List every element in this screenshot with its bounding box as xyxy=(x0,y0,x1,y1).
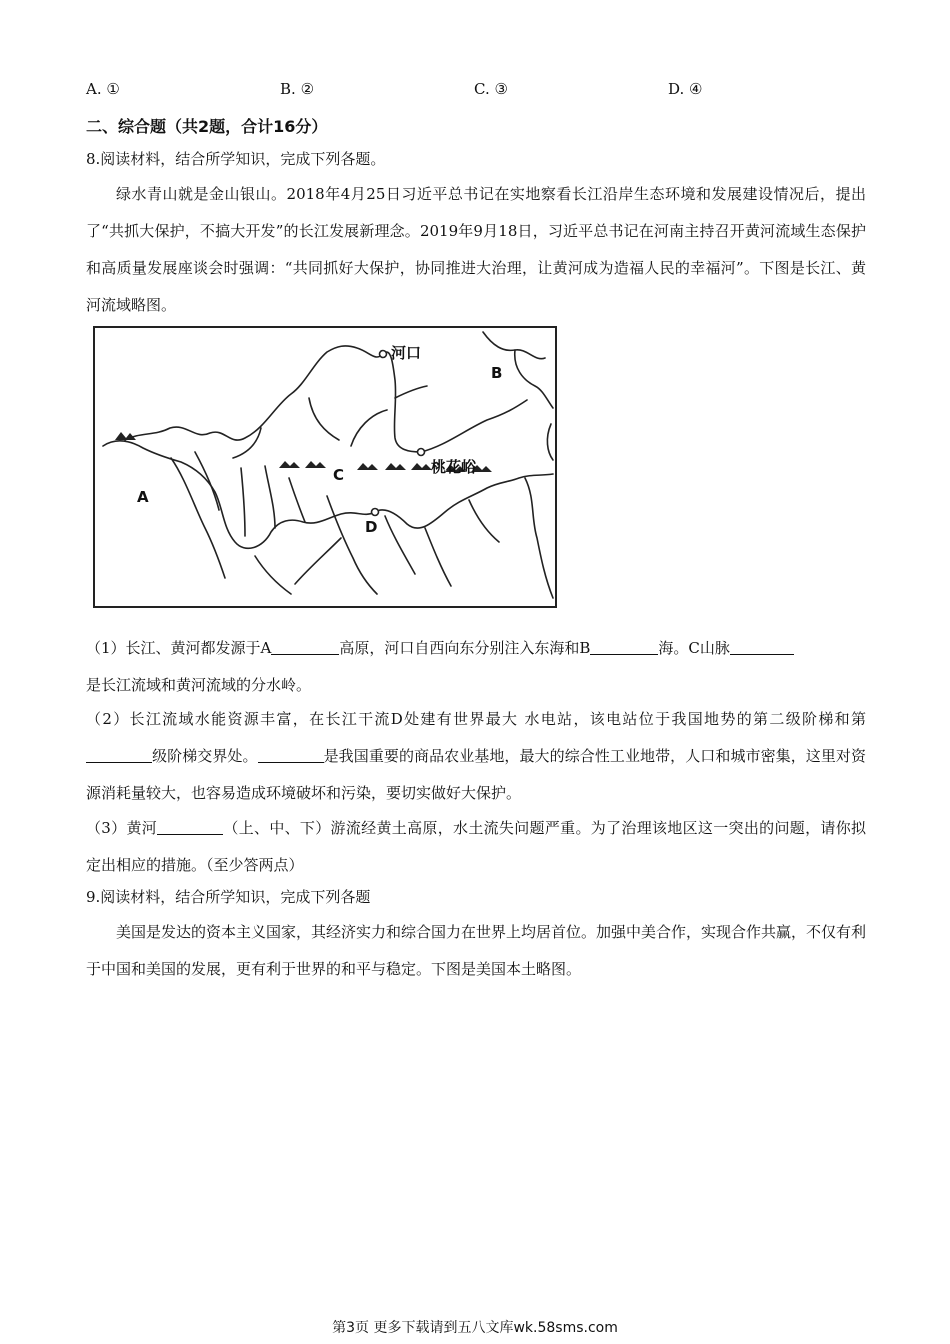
question-8-material: 绿水青山就是金山银山。2018年4月25日习近平总书记在实地察看长江沿岸生态环境和发展建设情况后，提出了“共抓大保护，不搞大开发”的长江发展新理念。2019年9月18日，习近平总书记在河南主持召开黄河流域生态保护和高质量发展座谈会时强调：“共同抓好大保护，协同推进大治理，让黄河成为造福人民的幸福河”。下图是长江、黄河流域略图。 xyxy=(86,185,866,314)
answer-blank[interactable] xyxy=(86,746,152,763)
section-title: 二、综合题（共2题，合计16分） xyxy=(86,117,328,136)
choice-row xyxy=(86,80,846,102)
choice-c: C. ③ xyxy=(474,80,508,98)
map-label-taohuayu: 桃花峪 xyxy=(431,458,477,476)
question-8-sub3: （3）黄河 （上、中、下）游流经黄土高原，水土流失问题严重。为了治理该地区这一突出的问题，请你拟定出相应的措施。（至少答两点） xyxy=(86,819,866,874)
map-label-a: A xyxy=(137,488,149,506)
question-9-stem: 9.阅读材料，结合所学知识，完成下列各题 xyxy=(86,888,371,906)
map-label-b: B xyxy=(491,364,503,382)
question-8-sub1-line1: （1）长江、黄河都发源于A 高原，河口自西向东分别注入东海和B 海。C山脉 xyxy=(86,637,794,658)
map-label-c: C xyxy=(333,466,345,484)
river-basin-map xyxy=(93,326,557,608)
answer-blank[interactable] xyxy=(590,638,658,655)
answer-blank[interactable] xyxy=(271,638,339,655)
map-label-hekou: 河口 xyxy=(391,344,422,362)
choice-a: A. ① xyxy=(86,80,120,98)
answer-blank[interactable] xyxy=(258,746,324,763)
question-8-sub1-line2: 是长江流域和黄河流域的分水岭。 xyxy=(86,676,312,694)
answer-blank[interactable] xyxy=(157,818,223,835)
map-drawing xyxy=(95,328,555,606)
page-footer: 第3页 更多下载请到五八文库wk.58sms.com xyxy=(332,1320,618,1336)
choice-b: B. ② xyxy=(280,80,315,98)
map-label-d: D xyxy=(365,518,378,536)
question-8-sub2: （2）长江流域水能资源丰富，在长江干流D处建有世界最大 水电站，该电站位于我国地势的第二级阶梯和第级阶梯交界处。 是我国重要的商品农业基地，最大的综合性工业地带，人口和城市密集，这里对资源消耗量较大，也容易造成环境破坏和污染，要切实做好大保护。 xyxy=(86,710,866,802)
choice-d: D. ④ xyxy=(668,80,703,98)
question-9-material: 美国是发达的资本主义国家，其经济实力和综合国力在世界上均居首位。加强中美合作，实现合作共赢，不仅有利于中国和美国的发展，更有利于世界的和平与稳定。下图是美国本土略图。 xyxy=(86,923,867,978)
answer-blank[interactable] xyxy=(730,638,794,655)
question-8-stem: 8.阅读材料，结合所学知识，完成下列各题。 xyxy=(86,150,386,168)
